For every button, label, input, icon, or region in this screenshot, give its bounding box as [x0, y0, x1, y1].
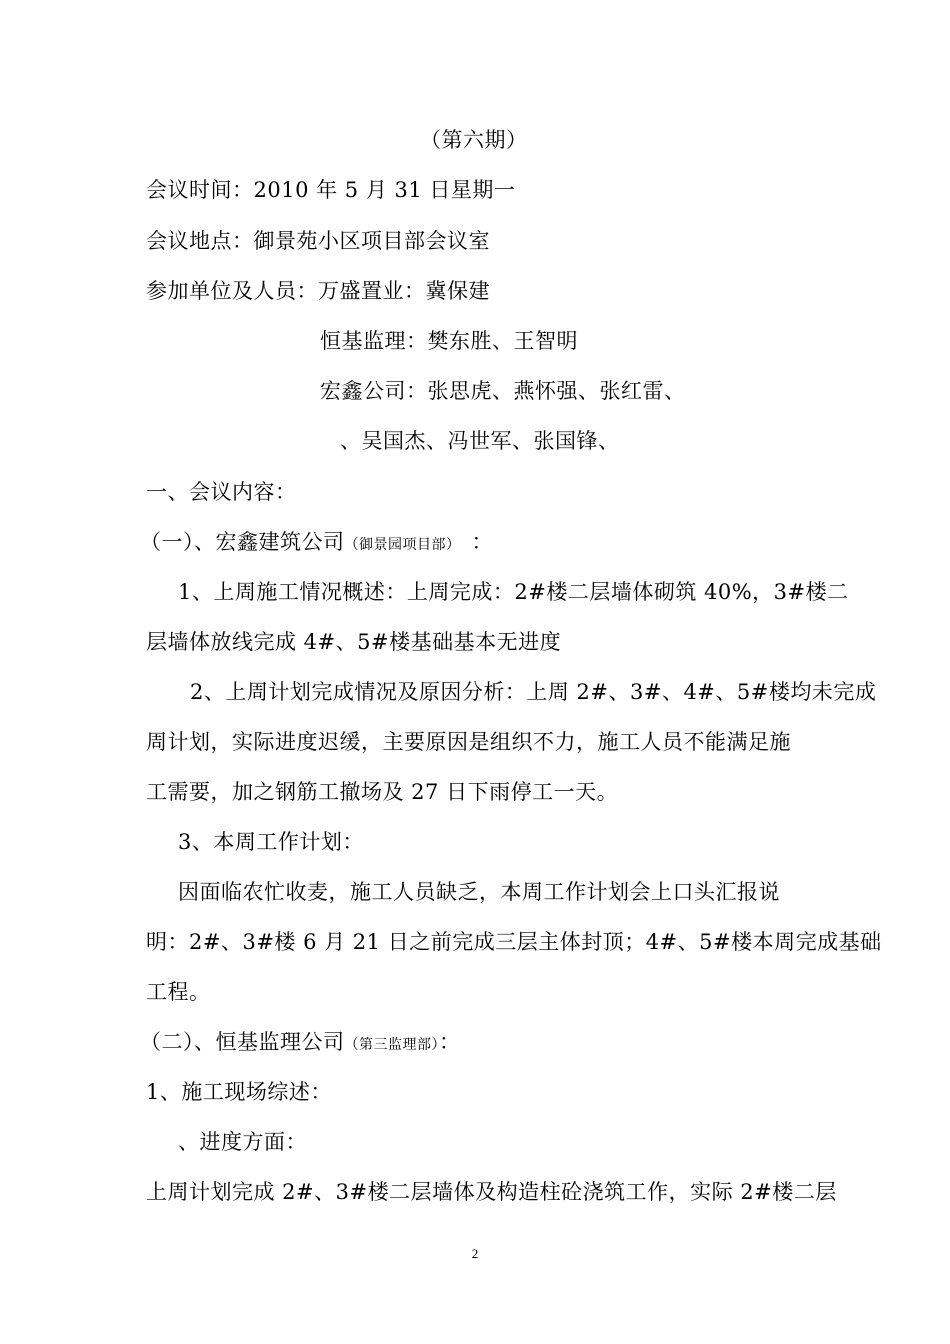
meeting-place: 会议地点：御景苑小区项目部会议室 — [146, 229, 490, 253]
subsection-hongxin-colon: ： — [471, 530, 493, 554]
item1-line2: 层墙体放线完成 4#、5#楼基础基本无进度 — [146, 630, 562, 654]
site-overview-title: 1、施工现场综述： — [146, 1080, 332, 1104]
meeting-time: 会议时间：2010 年 5 月 31 日星期一 — [146, 178, 516, 202]
item2-line3: 工需要，加之钢筋工撤场及 27 日下雨停工一天。 — [146, 780, 619, 804]
subsection-hengji-colon: ： — [439, 1030, 461, 1054]
page-number: 2 — [471, 1246, 479, 1261]
attendees-wansheng — [146, 276, 490, 306]
subsection-hengji-name: （二）、恒基监理公司 — [140, 1030, 345, 1054]
progress-title: 、进度方面： — [178, 1130, 307, 1154]
item3-line1: 因面临农忙收麦，施工人员缺乏，本周工作计划会上口头汇报说 — [178, 880, 780, 904]
item1-line1: 1、上周施工情况概述：上周完成：2#楼二层墙体砌筑 40%，3#楼二 — [178, 580, 849, 604]
subsection-hongxin-name: （一）、宏鑫建筑公司 — [140, 530, 345, 554]
subsection-hengji-title — [140, 1027, 461, 1060]
subsection-hengji-note: （第三监理部） — [344, 1037, 439, 1053]
item3-line3: 工程。 — [146, 980, 211, 1004]
attendees-hongxin-cont: 、吴国杰、冯世军、张国锋、 — [340, 429, 620, 453]
progress-line1: 上周计划完成 2#、3#楼二层墙体及构造柱砼浇筑工作，实际 2#楼二层 — [146, 1180, 837, 1204]
attendees-hongxin: 宏鑫公司：张思虎、燕怀强、张红雷、 — [320, 379, 686, 403]
subsection-hongxin-title — [140, 527, 493, 560]
subsection-hongxin-note: （御景园项目部） — [344, 537, 454, 553]
attendees-hengji: 恒基监理：樊东胜、王智明 — [320, 329, 578, 353]
item3-line2: 明：2#、3#楼 6 月 21 日之前完成三层主体封顶；4#、5#楼本周完成基础 — [146, 930, 882, 954]
item2-line1: 2、上周计划完成情况及原因分析：上周 2#、3#、4#、5#楼均未完成 — [190, 680, 877, 704]
attendees-label: 参加单位及人员： — [146, 279, 318, 303]
item2-line2: 周计划，实际进度迟缓，主要原因是组织不力，施工人员不能满足施 — [146, 730, 791, 754]
item3-title: 3、本周工作计划： — [178, 830, 364, 854]
attendees-wansheng-names: 万盛置业：冀保建 — [318, 279, 490, 303]
section-one-title: 一、会议内容： — [146, 480, 297, 504]
issue-number: （第六期） — [420, 128, 528, 152]
